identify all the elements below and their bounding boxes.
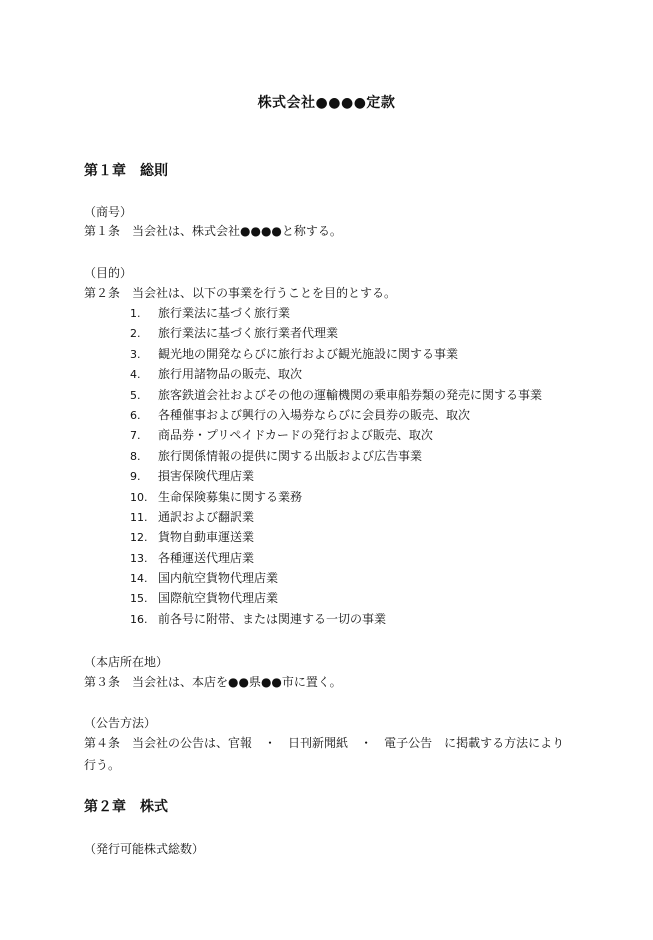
chapter-1-number: 第１章 <box>84 163 126 179</box>
article-3 <box>84 671 584 693</box>
article-4-heading: （公告方法） <box>84 716 157 730</box>
list-item: 16. 前各号に附帯、または関連する一切の事業 <box>130 611 387 626</box>
article-4-separator-2: ・ <box>360 736 373 750</box>
list-item: 6. 各種催事および興行の入場券ならびに会員券の販売、取次 <box>130 407 471 422</box>
list-item: 14. 国内航空貨物代理店業 <box>130 571 279 586</box>
article-2 <box>84 282 584 304</box>
list-item: 9. 損害保険代理店業 <box>130 469 255 484</box>
article-2-number: 第２条 <box>84 286 121 300</box>
list-item: 5. 旅客鉄道会社およびその他の運輸機関の乗車船券類の発売に関する事業 <box>130 387 543 402</box>
chapter-1-heading <box>84 160 168 180</box>
article-1-heading: （商号） <box>84 205 133 219</box>
chapter-1-title: 総則 <box>140 163 168 179</box>
article-4-text-4: に掲載する方法により <box>444 736 565 750</box>
article-4-text-5: 行う。 <box>84 758 121 772</box>
article-4-text-3: 電子公告 <box>384 736 433 750</box>
article-4-text-1: 当会社の公告は、官報 <box>132 736 253 750</box>
list-item: 10. 生命保険募集に関する業務 <box>130 489 303 504</box>
list-item: 1. 旅行業法に基づく旅行業 <box>130 306 291 320</box>
list-item: 8. 旅行関係情報の提供に関する出版および広告事業 <box>130 448 423 463</box>
list-item: 15. 国際航空貨物代理店業 <box>130 591 279 606</box>
list-item: 7. 商品券・プリペイドカードの発行および販売、取次 <box>130 428 433 443</box>
list-item: 13. 各種運送代理店業 <box>130 550 255 565</box>
list-item: 3. 観光地の開発ならびに旅行および観光施設に関する事業 <box>130 346 459 361</box>
article-3-number: 第３条 <box>84 675 121 689</box>
article-4-text-2: 日刊新聞紙 <box>288 736 349 750</box>
chapter-2-number: 第２章 <box>84 799 126 815</box>
chapter-2-title: 株式 <box>140 799 168 815</box>
article-4-separator-1: ・ <box>264 736 277 750</box>
list-item: 4. 旅行用諸物品の販売、取次 <box>130 367 303 382</box>
article-1-text: 当会社は、株式会社●●●●と称する。 <box>132 224 342 238</box>
article-4 <box>84 732 584 776</box>
article-5-heading: （発行可能株式総数） <box>84 842 205 856</box>
article-3-text: 当会社は、本店を●●県●●市に置く。 <box>132 675 342 689</box>
list-item: 2. 旅行業法に基づく旅行業者代理業 <box>130 326 339 341</box>
business-purpose-list <box>130 303 542 629</box>
document-title: 株式会社●●●●定款 <box>257 95 396 111</box>
article-2-text: 当会社は、以下の事業を行うことを目的とする。 <box>132 286 397 300</box>
article-1 <box>84 220 584 242</box>
article-2-heading: （目的） <box>84 266 133 280</box>
article-1-number: 第１条 <box>84 224 121 238</box>
article-4-number: 第４条 <box>84 736 121 750</box>
chapter-2-heading <box>84 796 168 816</box>
list-item: 11. 通訳および翻訳業 <box>130 509 255 524</box>
list-item: 12. 貨物自動車運送業 <box>130 530 255 545</box>
article-3-heading: （本店所在地） <box>84 655 169 669</box>
